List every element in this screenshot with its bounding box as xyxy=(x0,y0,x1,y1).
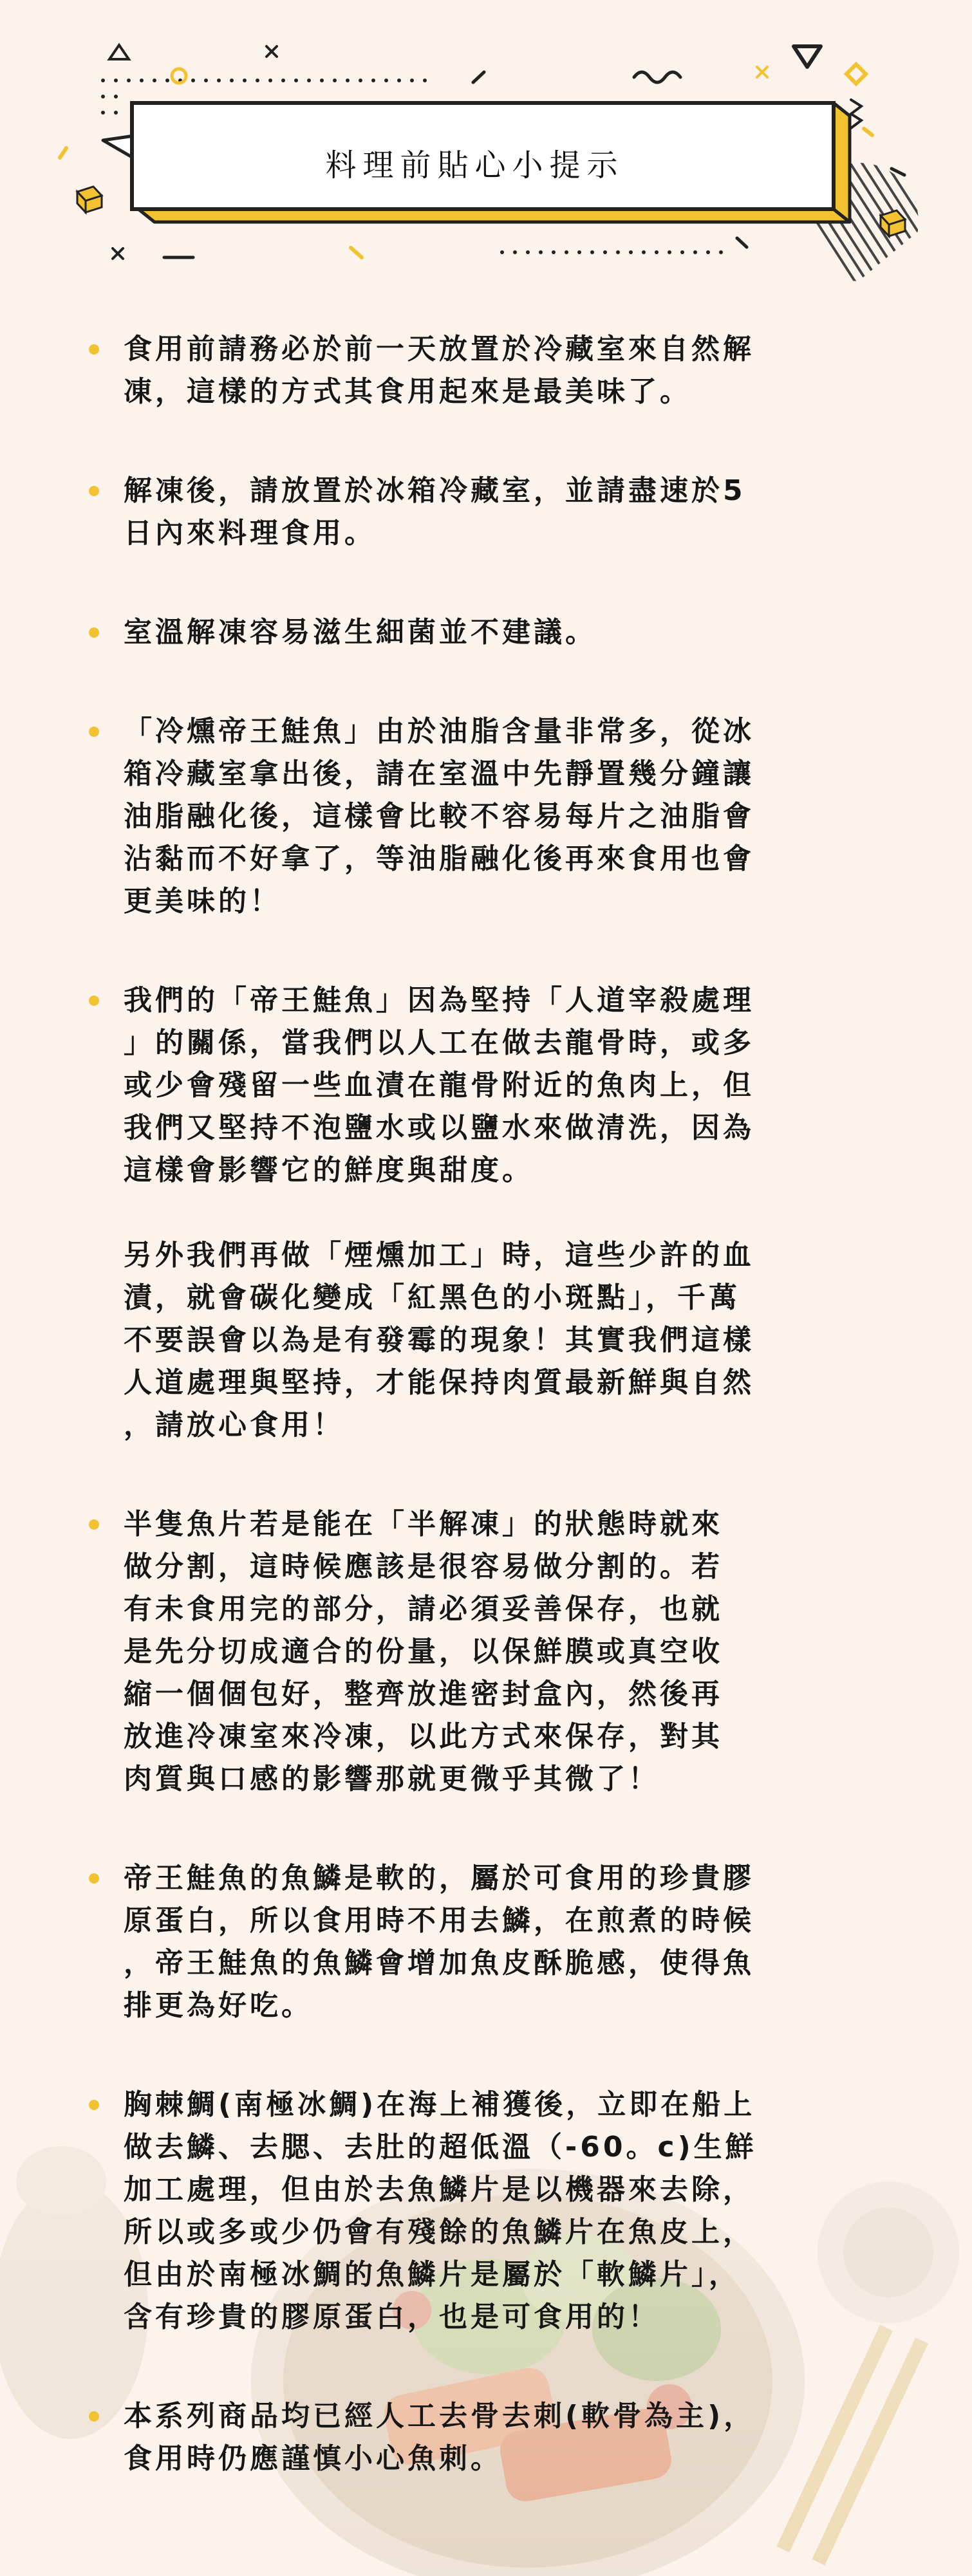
tip-text: 本系列商品均已經人工去骨去刺(軟骨為主)， 食用時仍應謹慎小心魚刺。 xyxy=(124,2400,756,2475)
bullet-dot-icon xyxy=(89,344,99,355)
bullet-dot-icon xyxy=(89,1873,99,1884)
list-item xyxy=(84,710,921,923)
list-item xyxy=(84,979,921,1447)
tip-text: 解凍後，請放置於冰箱冷藏室，並請盡速於5 日內來料理食用。 xyxy=(124,474,746,550)
bullet-dot-icon xyxy=(89,2411,99,2422)
bullet-dot-icon xyxy=(89,2100,99,2110)
list-item xyxy=(84,2084,921,2339)
bullet-dot-icon xyxy=(89,727,99,737)
banner-title: 料理前貼心小提示 xyxy=(325,147,624,183)
tip-text: 食用前請務必於前一天放置於冷藏室來自然解 凍，這樣的方式其食用起來是最美味了。 xyxy=(124,333,754,408)
list-item xyxy=(84,1503,921,1801)
tip-text: 室溫解凍容易滋生細菌並不建議。 xyxy=(124,616,597,649)
tip-text-continued: 另外我們再做「煙燻加工」時，這些少許的血 漬，就會碳化變成「紅黑色的小斑點」，千萬 不要誤會以為是有發霉的現象！其實我們這樣 人道處理與堅持，才能保持肉質最新鮮與自然 ，請放心食用！ xyxy=(124,1239,754,1441)
bullet-dot-icon xyxy=(89,1519,99,1530)
tip-text: 半隻魚片若是能在「半解凍」的狀態時就來 做分割，這時候應該是很容易做分割的。若 有未食用完的部分，請必須妥善保存，也就 是先分切成適合的份量，以保鮮膜或真空收 縮一個個包好，整齊放進密封盒內，然後再 放進冷凍室來冷凍，以此方式來保存，對其 肉質與口感的影響那就更微乎其微了！ xyxy=(124,1508,723,1795)
tip-text: 「冷燻帝王鮭魚」由於油脂含量非常多，從冰 箱冷藏室拿出後，請在室溫中先靜置幾分鐘讓 油脂融化後，這樣會比較不容易每片之油脂會 沾黏而不好拿了，等油脂融化後再來食用也會 更美味的！ xyxy=(124,715,754,918)
list-item xyxy=(84,2395,921,2480)
tip-text: 胸棘鯛(南極冰鯛)在海上補獲後，立即在船上 做去鱗、去腮、去肚的超低溫（-60。c)生鮮 加工處理，但由於去魚鱗片是以機器來去除， 所以或多或少仍會有殘餘的魚鱗片在魚皮上， 但由於南極冰鯛的魚鱗片是屬於「軟鱗片」， 含有珍貴的膠原蛋白，也是可食用的！ xyxy=(124,2088,757,2333)
tip-text: 我們的「帝王鮭魚」因為堅持「人道宰殺處理 」的關係，當我們以人工在做去龍骨時，或多 或少會殘留一些血漬在龍骨附近的魚肉上，但 我們又堅持不泡鹽水或以鹽水來做清洗，因為 這樣會影響它的鮮度與甜度。 xyxy=(124,984,754,1187)
tip-text: 帝王鮭魚的魚鱗是軟的，屬於可食用的珍貴膠 原蛋白，所以食用時不用去鱗，在煎煮的時候 ，帝王鮭魚的魚鱗會增加魚皮酥脆感，使得魚 排更為好吃。 xyxy=(124,1862,754,2022)
list-item xyxy=(84,1857,921,2027)
list-item xyxy=(84,470,921,555)
bullet-dot-icon xyxy=(89,996,99,1006)
bullet-dot-icon xyxy=(89,627,99,638)
list-item xyxy=(84,328,921,413)
list-item xyxy=(84,611,921,654)
tips-list xyxy=(84,328,921,2537)
bullet-dot-icon xyxy=(89,486,99,496)
